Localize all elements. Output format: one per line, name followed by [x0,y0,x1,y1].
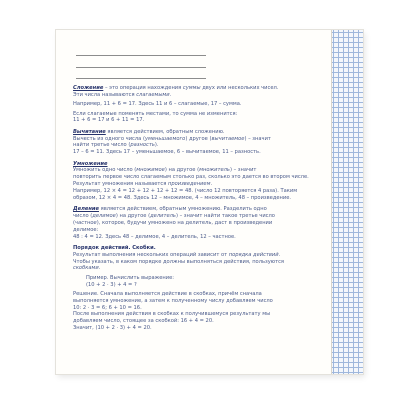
writing-line [76,78,206,79]
division-example: 48 : 4 = 12. Здесь 48 – делимое, 4 – делитель, 12 – частное. [73,233,236,240]
multiplication-heading [73,161,323,168]
writing-line [76,67,206,68]
addition-rule: Если слагаемые поменять местами, то сумма не изменится: [73,110,238,117]
graph-paper-strip [331,30,363,374]
division-term: Деление [73,206,99,213]
order-heading: Порядок действий. Скобки. [73,244,156,251]
page-text: Сложение – это операция нахождения суммы двух или нескольких чисел. Эти числа называются слагаемыми. Например, 11 + 6 = 17. Здесь 11 и 6 – слагаемые, 17 – сумма. Если слагаемые поменять местами, то сумма не изменится: 11 + 6 = 17 и 6 + 11 = 17. Вычитание является действием, обратным сложению. Вычесть из одного числа (уменьшаемого) другое (вычитаемое) – значит найти третье число (разность). 17 – 6 = 11. Здесь 17 – уменьшаемое, 6 – вычитаемое, 11 – разность. Умножение Умножить одно число (множимое) на другое (множитель) – значит повторить первое число слагаемым столько раз, сколько это дается во втором числе. Результат умножения называется произведением. Например, 12 × 4 = 12 + 12 + 12 + 12 = 48. (число 12 повторяется 4 раза). Таким образом, 12 × 4 = 48. Здесь 12 – множимое, 4 – множитель, 48 – произведение. Деление является действием, обратным умножению. Разделить одно число (делимое) на другое (делитель) – значит найти такое третье число (частное), которое, будучи умножено на делитель, даст в произведении делимое: 48 : 4 = 12. Здесь 48 – делимое, 4 – делитель, 12 – частное. Порядок действий. Скобки. Результат выполнения нескольких операций зависит от порядка действий. Чтобы указать, в каком порядке должны выполняться действия, пользуются скобками. Пример. Вычислить выражение: (10 + 2 · 3) + 4 = ? Решение. Сначала выполняется действие в скобках, причём сначала выполняется умножение, а затем к полученному числу добавляем число 10: 2 · 3 = 6; 6 + 10 = 16. После выполнения действия в скобках к получившемуся результату мы добавляем число, стоящее за скобкой: 16 + 4 = 20. Значит, (10 + 2 · 3) + 4 = 20. [73,85,323,332]
example-expression: (10 + 2 · 3) + 4 = ? [86,281,137,288]
addition-rule-example: 11 + 6 = 17 и 6 + 11 = 17. [73,117,145,124]
addition-term: Сложение [73,85,104,91]
division-definition: Деление является действием, обратным умножению. Разделить одно [73,206,267,213]
addition-definition: Сложение – это операция нахождения суммы двух или нескольких чисел. [73,85,279,91]
notebook [56,30,363,374]
writing-line [76,55,206,56]
answer-line: Значит, (10 + 2 · 3) + 4 = 20. [73,325,152,332]
subtraction-definition: Вычитание является действием, обратным сложению. [73,128,225,135]
subtraction-example: 17 – 6 = 11. Здесь 17 – уменьшаемое, 6 – вычитаемое, 11 – разность. [73,149,261,156]
multiplication-example: Например, 12 × 4 = 12 + 12 + 12 + 12 = 48. (число 12 повторяется 4 раза). Таким [73,187,298,194]
subtraction-term: Вычитание [73,128,106,135]
solution-text: Решение. Сначала выполняется действие в скобках, причём сначала [73,290,262,297]
multiplication-term: Умножение [73,160,108,167]
page-left [56,30,331,374]
example-intro: Пример. Вычислить выражение: [86,274,175,281]
addition-example: Например, 11 + 6 = 17. Здесь 11 и 6 – слагаемые, 17 – сумма. [73,101,242,108]
